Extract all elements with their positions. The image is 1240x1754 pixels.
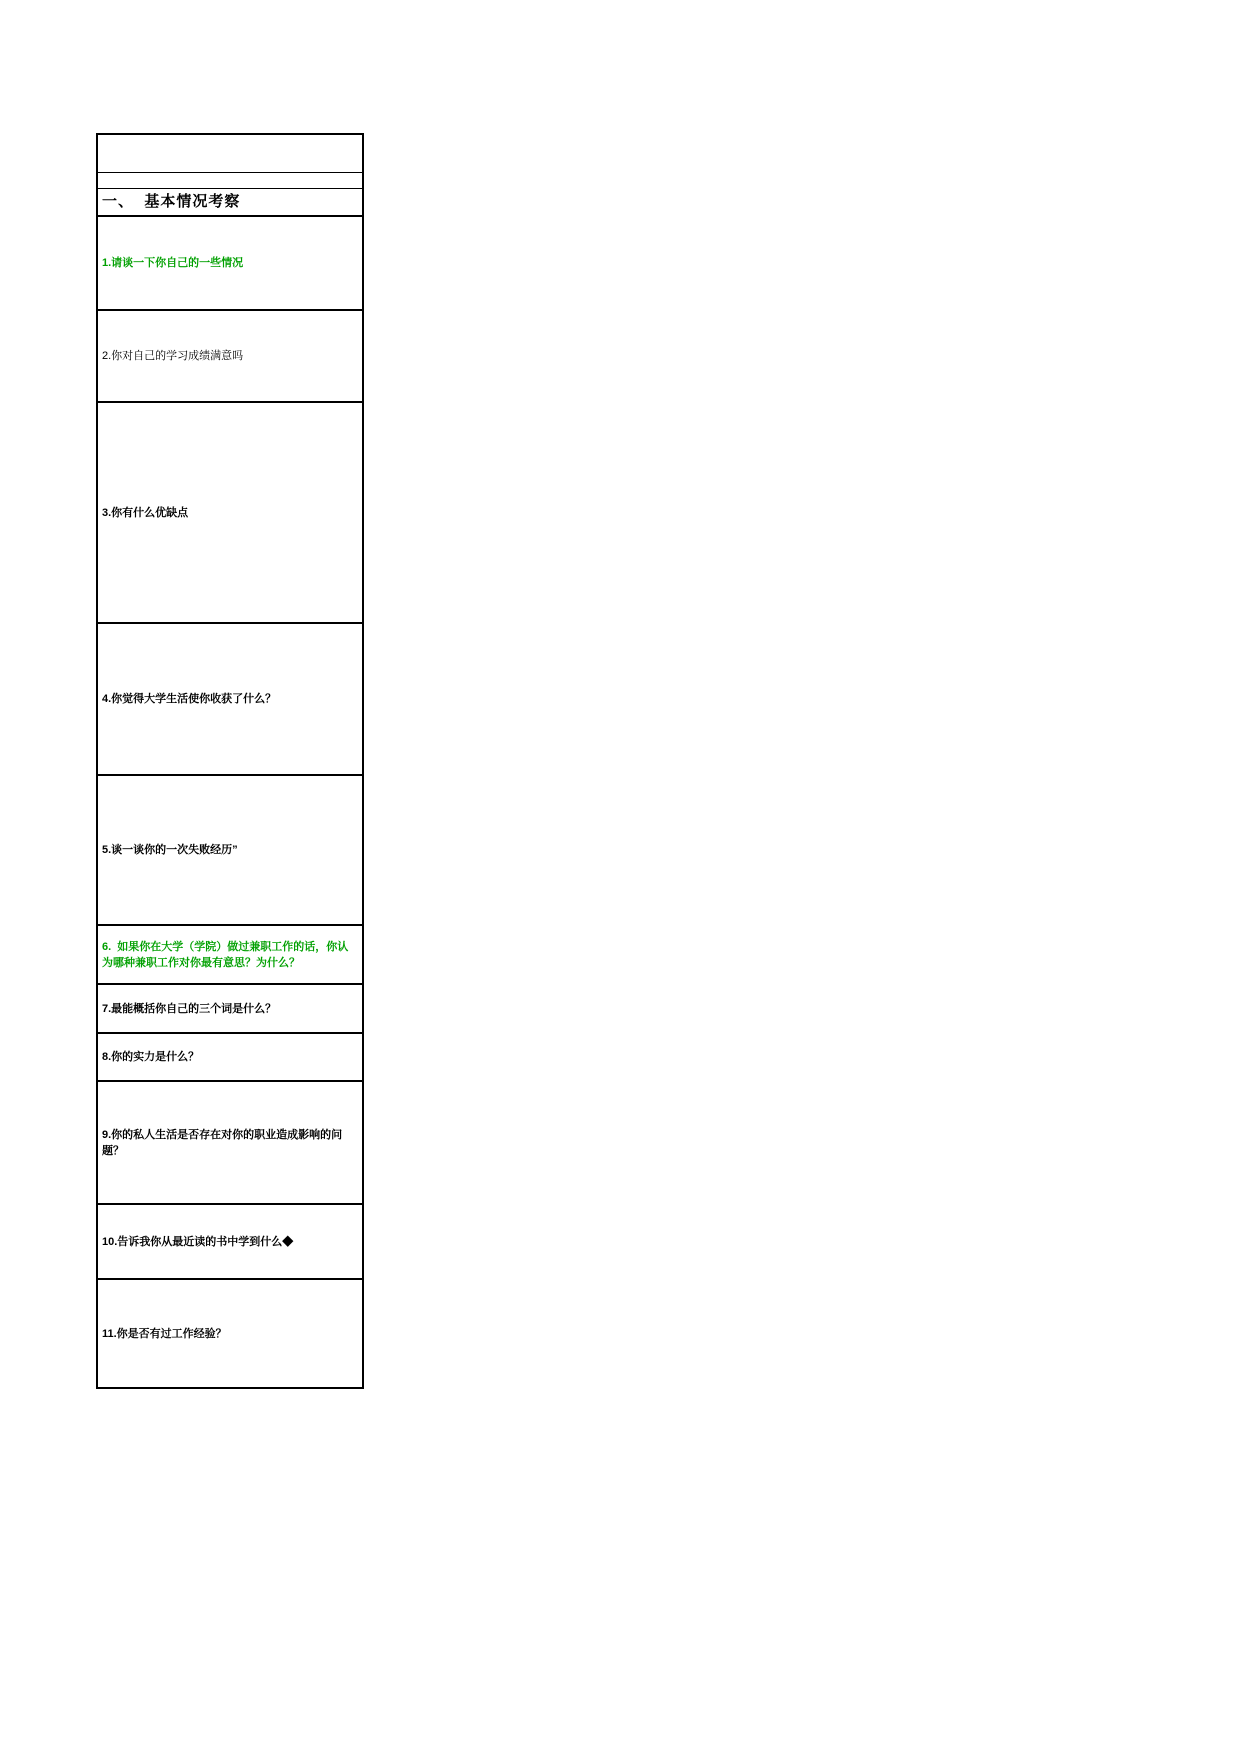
question-row-3 — [96, 403, 364, 624]
question-row-7 — [96, 985, 364, 1034]
section-title: 一、 基本情况考察 — [102, 193, 241, 210]
question-6-text: 6. 如果你在大学（学院）做过兼职工作的话，你认为哪种兼职工作对你最有意思？为什么？ — [102, 940, 349, 969]
question-10-text: 10.告诉我你从最近读的书中学到什么◆ — [102, 1235, 294, 1248]
question-row-9 — [96, 1082, 364, 1205]
question-row-4 — [96, 624, 364, 776]
question-9-text: 9.你的私人生活是否存在对你的职业造成影响的问题？ — [102, 1128, 343, 1157]
question-row-8 — [96, 1034, 364, 1082]
question-row-10 — [96, 1205, 364, 1280]
question-2-text: 2.你对自己的学习成绩满意吗 — [102, 350, 244, 362]
question-11-text: 11.你是否有过工作经验？ — [102, 1327, 227, 1340]
question-row-2 — [96, 311, 364, 403]
question-5-text: 5.谈一谈你的一次失败经历” — [102, 844, 238, 856]
question-row-6 — [96, 926, 364, 985]
question-7-text: 7.最能概括你自己的三个词是什么？ — [102, 1002, 277, 1015]
worksheet-table — [96, 133, 364, 1389]
question-8-text: 8.你的实力是什么？ — [102, 1051, 200, 1063]
question-4-text: 4.你觉得大学生活使你收获了什么？ — [102, 693, 277, 705]
question-row-11 — [96, 1280, 364, 1389]
section-title-row — [96, 189, 364, 217]
question-row-1 — [96, 217, 364, 311]
question-3-text: 3.你有什么优缺点 — [102, 506, 189, 519]
question-row-5 — [96, 776, 364, 926]
blank-row-1 — [96, 133, 364, 173]
question-1-text: 1.请谈一下你自己的一些情况 — [102, 257, 244, 269]
blank-row-2 — [96, 173, 364, 189]
